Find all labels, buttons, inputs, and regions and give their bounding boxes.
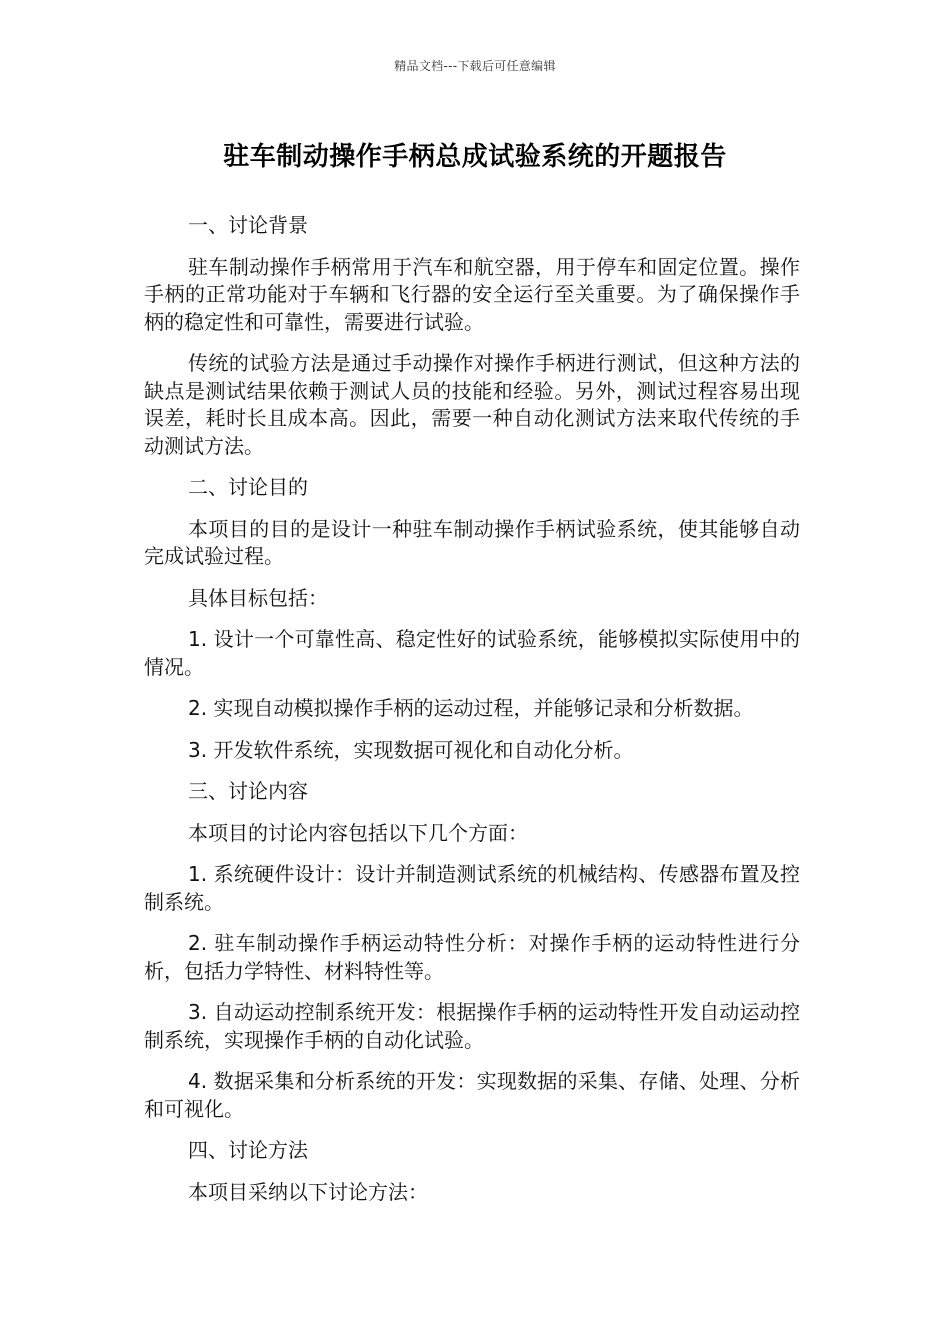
list-item: 4. 数据采集和分析系统的开发：实现数据的采集、存储、处理、分析和可视化。 [144, 1069, 800, 1121]
paragraph: 传统的试验方法是通过手动操作对操作手柄进行测试，但这种方法的缺点是测试结果依赖于测试人员的技能和经验。另外，测试过程容易出现误差，耗时长且成本高。因此，需要一种自动化测试方法来取代传统的手动测试方法。 [144, 351, 800, 458]
paragraph: 具体目标包括： [188, 585, 328, 610]
section-heading-purpose: 二、讨论目的 [188, 475, 308, 499]
document-title: 驻车制动操作手柄总成试验系统的开题报告 [223, 142, 727, 172]
section-heading-background: 一、讨论背景 [188, 213, 308, 237]
document-body [144, 212, 800, 1220]
list-item: 1. 设计一个可靠性高、稳定性好的试验系统，能够模拟实际使用中的情况。 [144, 627, 800, 679]
list-item: 1. 系统硬件设计：设计并制造测试系统的机械结构、传感器布置及控制系统。 [144, 862, 800, 914]
list-item: 3. 自动运动控制系统开发：根据操作手柄的运动特性开发自动运动控制系统，实现操作手柄的自动化试验。 [144, 1000, 800, 1052]
section-heading-content: 三、讨论内容 [188, 779, 308, 803]
list-item: 3. 开发软件系统，实现数据可视化和自动化分析。 [188, 737, 634, 762]
page-header-note: 精品文档---下载后可任意编辑 [394, 59, 556, 73]
paragraph: 本项目采纳以下讨论方法： [188, 1179, 428, 1204]
list-item: 2. 实现自动模拟操作手柄的运动过程，并能够记录和分析数据。 [188, 696, 754, 720]
paragraph: 本项目的讨论内容包括以下几个方面： [188, 820, 528, 845]
section-heading-method: 四、讨论方法 [188, 1138, 308, 1162]
paragraph: 驻车制动操作手柄常用于汽车和航空器，用于停车和固定位置。操作手柄的正常功能对于车辆和飞行器的安全运行至关重要。为了确保操作手柄的稳定性和可靠性，需要进行试验。 [144, 254, 800, 334]
list-item: 2. 驻车制动操作手柄运动特性分析：对操作手柄的运动特性进行分析，包括力学特性、材料特性等。 [144, 931, 800, 983]
paragraph: 本项目的目的是设计一种驻车制动操作手柄试验系统，使其能够自动完成试验过程。 [144, 516, 800, 568]
